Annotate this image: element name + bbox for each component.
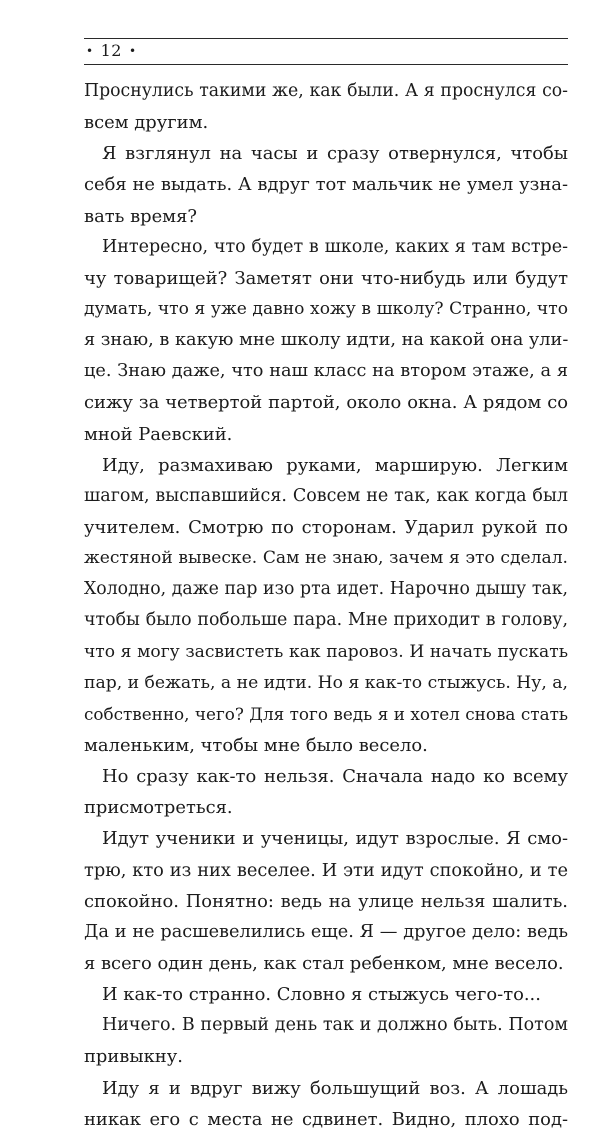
text-line: чу товарищей? Заметят они что-нибудь или будут	[84, 267, 568, 289]
text-line: присмотреться.	[84, 797, 233, 819]
text-line: Иду, размахиваю руками, марширую. Легким	[102, 454, 568, 476]
body-text	[84, 76, 568, 1135]
text-line: я всего один день, как стал ребенком, мне весело.	[84, 952, 564, 974]
text-line: вать время?	[84, 205, 197, 227]
header-bottom-rule	[84, 64, 568, 65]
folio-ornament-right: •	[128, 44, 137, 58]
text-line: Я взглянул на часы и сразу отвернулся, чтобы	[102, 143, 568, 165]
text-line: чтобы было побольше пара. Мне приходит в голову,	[84, 610, 568, 631]
text-line: учителем. Смотрю по сторонам. Ударил рукой по	[84, 516, 568, 538]
text-line: привыкну.	[84, 1046, 183, 1068]
text-line: я знаю, в какую мне школу идти, на какой она ули-	[84, 330, 569, 351]
text-line: маленьким, чтобы мне было весело.	[84, 734, 428, 756]
text-line: пар, и бежать, а не идти. Но я как-то стыжусь. Ну, а,	[84, 672, 569, 693]
text-line: жестяной вывеске. Сам не знаю, зачем я это сделал.	[84, 548, 568, 569]
text-line: шагом, выспавшийся. Совсем не так, как когда был	[84, 485, 568, 506]
header-top-rule	[84, 38, 568, 39]
text-line: Иду я и вдруг вижу большущий воз. А лошадь	[102, 1077, 568, 1099]
running-header	[84, 38, 568, 66]
text-line: собственно, чего? Для того ведь я и хотел снова стать	[84, 703, 568, 724]
text-line: никак его с места не сдвинет. Видно, плохо под-	[84, 1108, 568, 1130]
text-line: себя не выдать. А вдруг тот мальчик не умел узна-	[84, 174, 568, 196]
text-line: трю, кто из них веселее. И эти идут спокойно, и те	[84, 859, 568, 881]
text-line: спокойно. Понятно: ведь на улице нельзя шалить.	[84, 890, 568, 912]
text-line: всем другим.	[84, 112, 209, 134]
text-line: думать, что я уже давно хожу в школу? Странно, что	[84, 298, 568, 319]
text-line: Идут ученики и ученицы, идут взрослые. Я смо-	[102, 828, 568, 850]
text-line: Ничего. В первый день так и должно быть. Потом	[102, 1015, 568, 1036]
text-line: Но сразу как-то нельзя. Сначала надо ко всему	[102, 766, 568, 788]
text-line: что я могу засвистеть как паровоз. И начать пускать	[84, 641, 568, 662]
folio-ornament-left: •	[86, 44, 94, 58]
text-line: мной Раевский.	[84, 423, 233, 445]
text-line: Холодно, даже пар изо рта идет. Нарочно дышу так,	[84, 579, 568, 600]
text-line: Да и не расшевелились еще. Я — другое дело: ведь	[84, 921, 568, 942]
folio	[86, 41, 137, 61]
text-line: сижу за четвертой партой, около окна. А рядом со	[84, 392, 568, 414]
text-line: Проснулись такими же, как были. А я проснулся со-	[84, 81, 568, 101]
page-number: 12	[100, 41, 122, 60]
text-line: це. Знаю даже, что наш класс на втором этаже, а я	[84, 361, 568, 382]
text-line: И как-то странно. Словно я стыжусь чего-то...	[102, 984, 541, 1006]
text-line: Интересно, что будет в школе, каких я там встре-	[102, 236, 568, 257]
